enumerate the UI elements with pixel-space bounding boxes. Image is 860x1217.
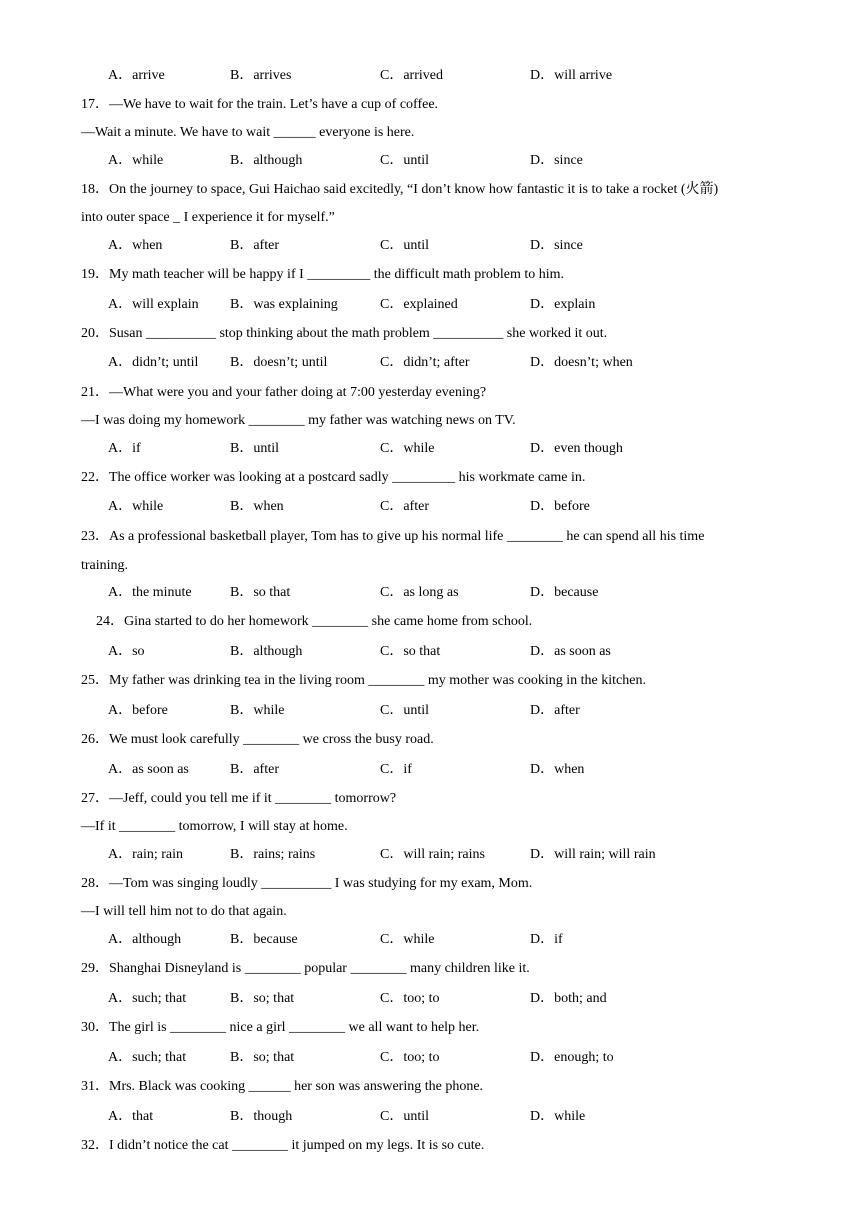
- question-line: —I will tell him not to do that again.: [81, 904, 287, 919]
- option-a: A．didn’t; until: [108, 355, 199, 370]
- option-b: B．while: [230, 703, 285, 718]
- option-c: C．arrived: [380, 68, 443, 83]
- option-b: B．so; that: [230, 1050, 295, 1065]
- option-b: B．after: [230, 238, 279, 253]
- question-line: 25．My father was drinking tea in the living room ________ my mother was cooking in the kitchen.: [81, 673, 646, 688]
- option-b: B．so; that: [230, 991, 295, 1006]
- option-c: C．so that: [380, 644, 441, 659]
- question-line: 28．—Tom was singing loudly __________ I was studying for my exam, Mom.: [81, 876, 533, 891]
- option-c: C．while: [380, 441, 435, 456]
- option-b: B．because: [230, 932, 298, 947]
- question-line: 18．On the journey to space, Gui Haichao said excitedly, “I don’t know how fantastic it is to take a rocket (火箭): [81, 182, 719, 197]
- option-a: A．the minute: [108, 585, 192, 600]
- option-c: C．explained: [380, 297, 458, 312]
- question-line: 17．—We have to wait for the train. Let’s have a cup of coffee.: [81, 97, 439, 112]
- option-d: D．before: [530, 499, 590, 514]
- option-c: C．until: [380, 153, 430, 168]
- option-a: A．arrive: [108, 68, 165, 83]
- option-a: A．if: [108, 441, 141, 456]
- option-a: A．such; that: [108, 1050, 187, 1065]
- option-d: D．if: [530, 932, 563, 947]
- option-b: B．rains; rains: [230, 847, 316, 862]
- option-c: C．until: [380, 238, 430, 253]
- option-d: D．enough; to: [530, 1050, 614, 1065]
- option-d: D．both; and: [530, 991, 607, 1006]
- option-c: C．after: [380, 499, 429, 514]
- option-a: A．before: [108, 703, 168, 718]
- option-d: D．since: [530, 153, 583, 168]
- option-a: A．although: [108, 932, 182, 947]
- option-c: C．will rain; rains: [380, 847, 485, 862]
- question-line: 31．Mrs. Black was cooking ______ her son was answering the phone.: [81, 1079, 484, 1094]
- question-line: training.: [81, 558, 129, 573]
- option-b: B．after: [230, 762, 279, 777]
- option-b: B．doesn’t; until: [230, 355, 328, 370]
- question-line: —If it ________ tomorrow, I will stay at home.: [81, 819, 348, 834]
- option-c: C．while: [380, 932, 435, 947]
- option-a: A．as soon as: [108, 762, 189, 777]
- option-b: B．arrives: [230, 68, 292, 83]
- question-line: 24．Gina started to do her homework ________ she came home from school.: [96, 614, 533, 629]
- option-a: A．when: [108, 238, 163, 253]
- option-c: C．too; to: [380, 1050, 440, 1065]
- option-c: C．until: [380, 703, 430, 718]
- option-b: B．when: [230, 499, 284, 514]
- option-a: A．so: [108, 644, 145, 659]
- question-line: —I was doing my homework ________ my father was watching news on TV.: [81, 413, 516, 428]
- question-line: 20．Susan __________ stop thinking about the math problem __________ she worked it out.: [81, 326, 608, 341]
- question-line: 19．My math teacher will be happy if I _________ the difficult math problem to him.: [81, 267, 565, 282]
- option-c: C．too; to: [380, 991, 440, 1006]
- option-d: D．as soon as: [530, 644, 611, 659]
- question-line: 22．The office worker was looking at a postcard sadly _________ his workmate came in.: [81, 470, 586, 485]
- question-line: 21．—What were you and your father doing at 7:00 yesterday evening?: [81, 385, 487, 400]
- question-line: 32．I didn’t notice the cat ________ it jumped on my legs. It is so cute.: [81, 1138, 485, 1153]
- option-c: C．didn’t; after: [380, 355, 470, 370]
- option-a: A．while: [108, 153, 164, 168]
- option-c: C．if: [380, 762, 412, 777]
- question-line: 30．The girl is ________ nice a girl ________ we all want to help her.: [81, 1020, 480, 1035]
- option-b: B．although: [230, 153, 303, 168]
- question-line: 26．We must look carefully ________ we cross the busy road.: [81, 732, 434, 747]
- option-b: B．though: [230, 1109, 293, 1124]
- option-b: B．was explaining: [230, 297, 338, 312]
- option-d: D．while: [530, 1109, 586, 1124]
- option-c: C．until: [380, 1109, 430, 1124]
- option-d: D．even though: [530, 441, 623, 456]
- option-d: D．since: [530, 238, 583, 253]
- question-line: into outer space _ I experience it for myself.”: [81, 210, 335, 225]
- option-b: B．although: [230, 644, 303, 659]
- option-d: D．after: [530, 703, 580, 718]
- option-c: C．as long as: [380, 585, 459, 600]
- option-d: D．doesn’t; when: [530, 355, 633, 370]
- option-a: A．rain; rain: [108, 847, 184, 862]
- option-a: A．will explain: [108, 297, 199, 312]
- option-a: A．that: [108, 1109, 154, 1124]
- option-d: D．will rain; will rain: [530, 847, 656, 862]
- question-line: —Wait a minute. We have to wait ______ everyone is here.: [81, 125, 415, 140]
- option-d: D．will arrive: [530, 68, 613, 83]
- option-b: B．until: [230, 441, 280, 456]
- option-a: A．such; that: [108, 991, 187, 1006]
- option-d: D．when: [530, 762, 585, 777]
- option-a: A．while: [108, 499, 164, 514]
- option-b: B．so that: [230, 585, 291, 600]
- option-d: D．explain: [530, 297, 596, 312]
- question-line: 29．Shanghai Disneyland is ________ popular ________ many children like it.: [81, 961, 530, 976]
- option-d: D．because: [530, 585, 599, 600]
- question-line: 27．—Jeff, could you tell me if it ________ tomorrow?: [81, 791, 397, 806]
- question-line: 23．As a professional basketball player, Tom has to give up his normal life ________ he can spend all his time: [81, 529, 705, 544]
